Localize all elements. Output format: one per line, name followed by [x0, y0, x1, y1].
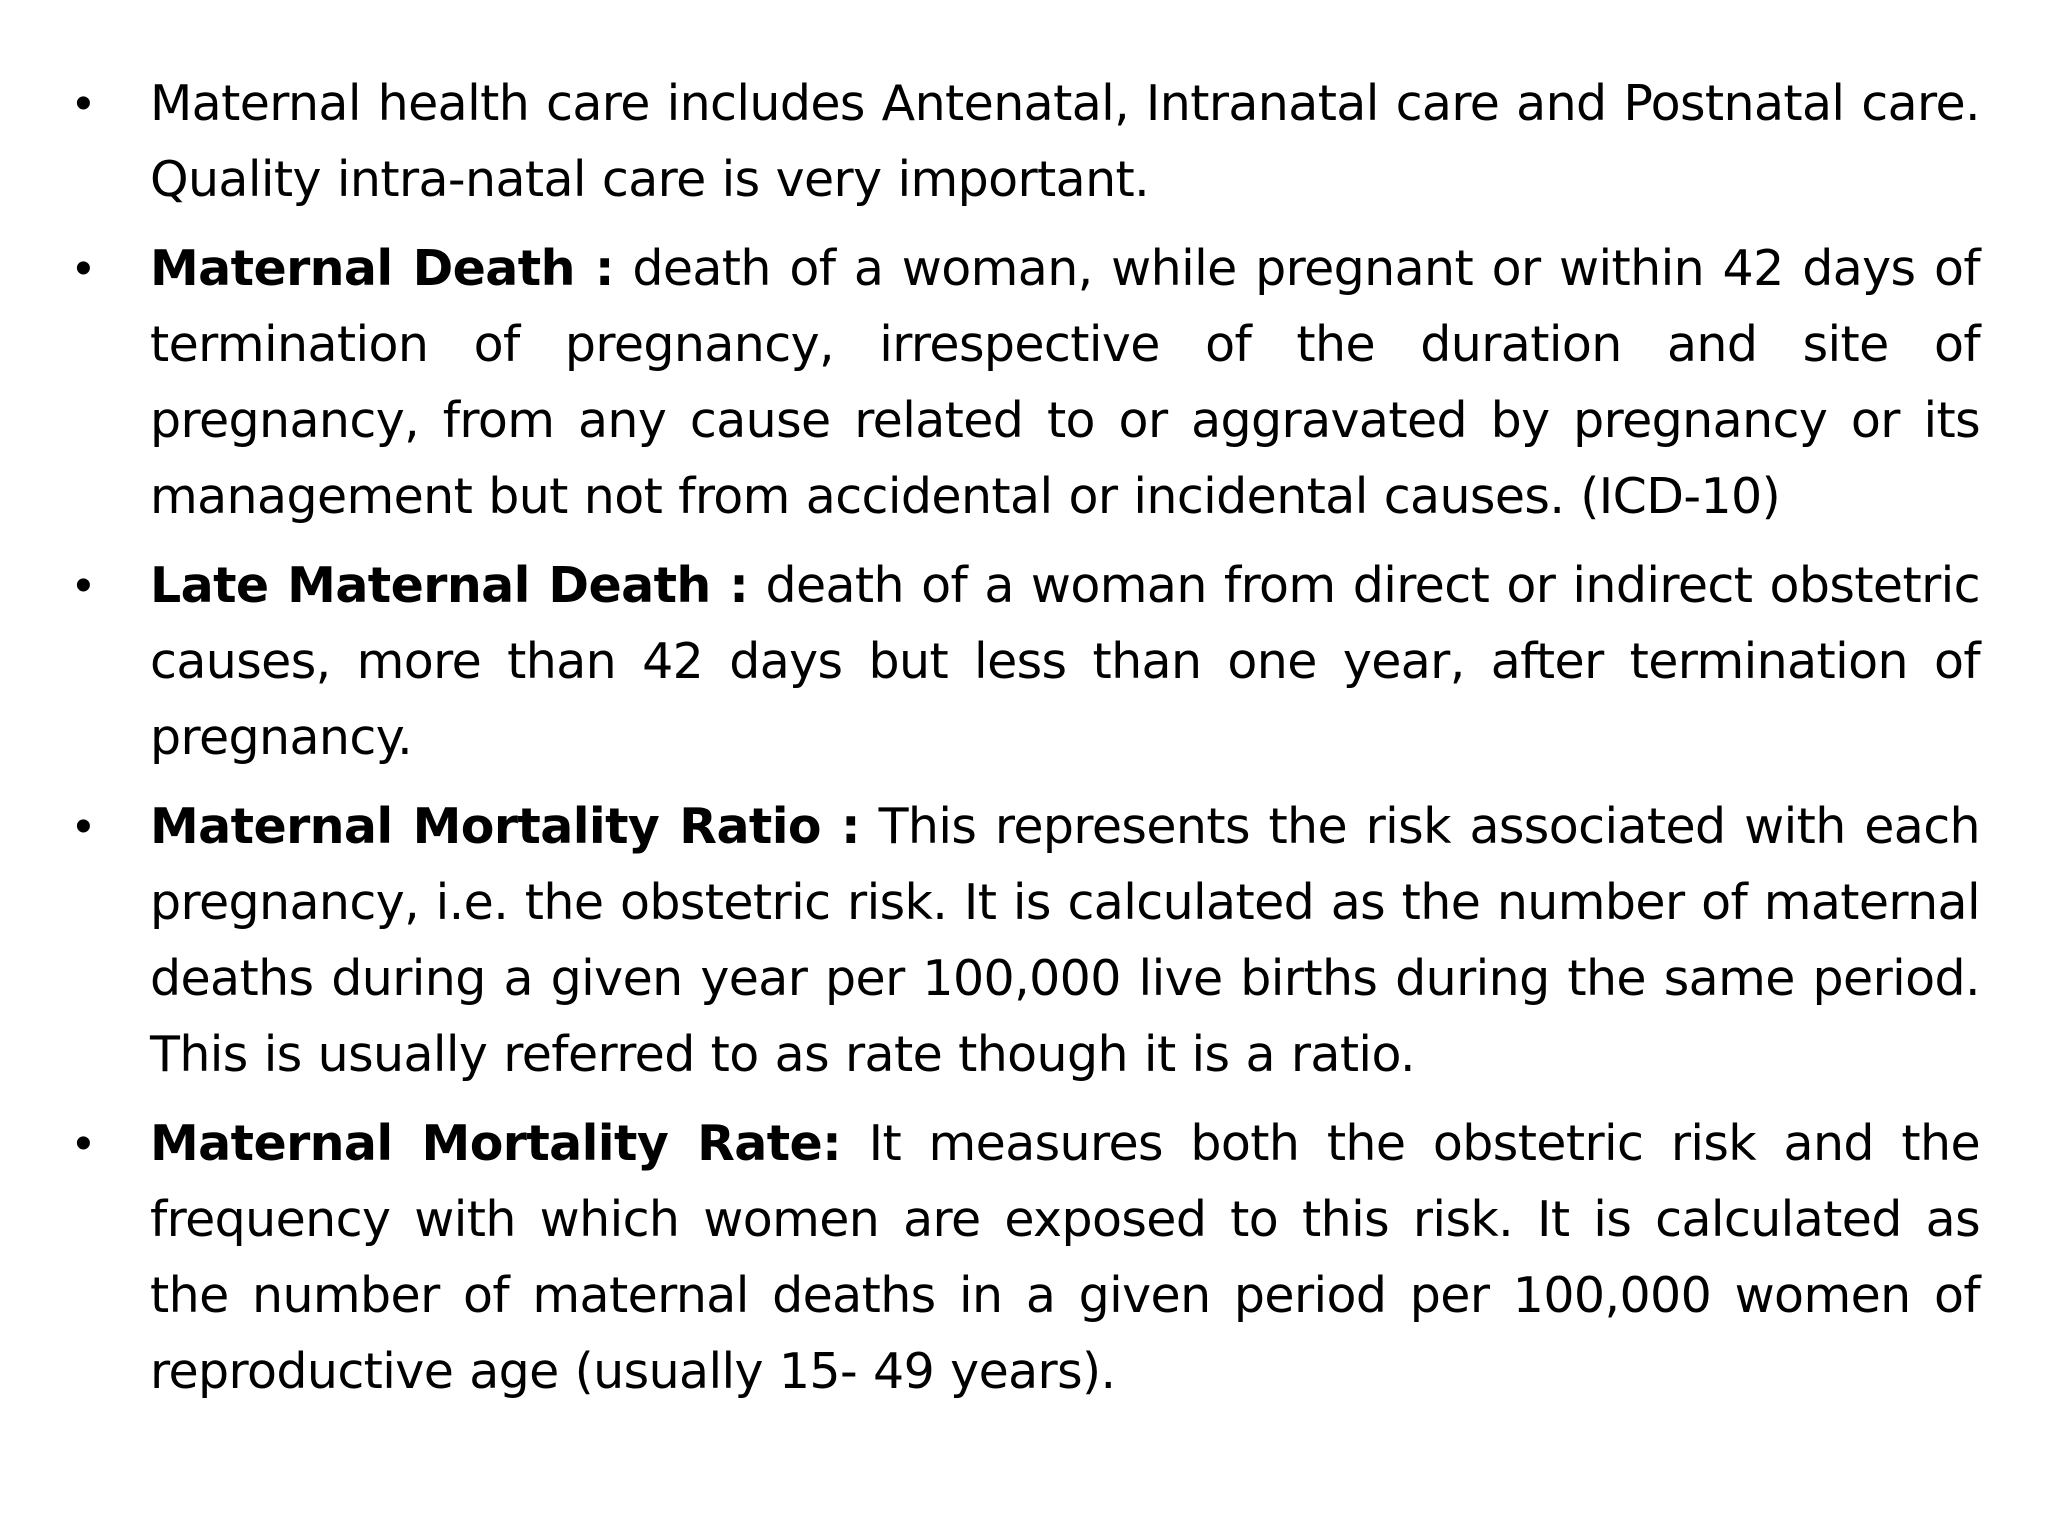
bullet-item-maternal-death: [75, 231, 1980, 535]
bullet-icon: •: [75, 559, 92, 612]
bullet-list: [75, 66, 1980, 1423]
bullet-term: Late Maternal Death :: [150, 557, 749, 614]
bullet-item-maternal-mortality-rate: [75, 1106, 1980, 1410]
bullet-text: [150, 789, 1980, 1093]
bullet-body: Maternal health care includes Antenatal, Intranatal care and Postnatal care. Quality intra-natal care is very important.: [150, 75, 1980, 208]
bullet-term: Maternal Death :: [150, 240, 614, 297]
bullet-icon: •: [75, 242, 92, 295]
bullet-icon: •: [75, 77, 92, 130]
bullet-body: This represents the risk associated with each pregnancy, i.e. the obstetric risk. It is calculated as the number of maternal deaths during a given year per 100,000 live births during the same period. This is usually referred to as rate though it is a ratio.: [150, 798, 1980, 1083]
bullet-item-maternal-mortality-ratio: [75, 789, 1980, 1093]
bullet-text: [150, 548, 1980, 776]
bullet-body: death of a woman, while pregnant or within 42 days of termination of pregnancy, irrespective of the duration and site of pregnancy, from any cause related to or aggravated by pregnancy or its management but not from accidental or incidental causes. (ICD-10): [150, 240, 1980, 525]
bullet-item-late-maternal-death: [75, 548, 1980, 776]
bullet-body: death of a woman from direct or indirect obstetric causes, more than 42 days but less than one year, after termination of pregnancy.: [150, 557, 1980, 766]
bullet-body: It measures both the obstetric risk and the frequency with which women are exposed to this risk. It is calculated as the number of maternal deaths in a given period per 100,000 women of reproductive age (usually 15- 49 years).: [150, 1115, 1980, 1400]
bullet-term: Maternal Mortality Rate:: [150, 1115, 842, 1172]
bullet-text: [150, 231, 1980, 535]
bullet-text: [150, 1106, 1980, 1410]
bullet-icon: •: [75, 800, 92, 853]
bullet-icon: •: [75, 1117, 92, 1170]
bullet-term: Maternal Mortality Ratio :: [150, 798, 861, 855]
bullet-text: [150, 66, 1980, 218]
bullet-item-maternal-health-care: [75, 66, 1980, 218]
